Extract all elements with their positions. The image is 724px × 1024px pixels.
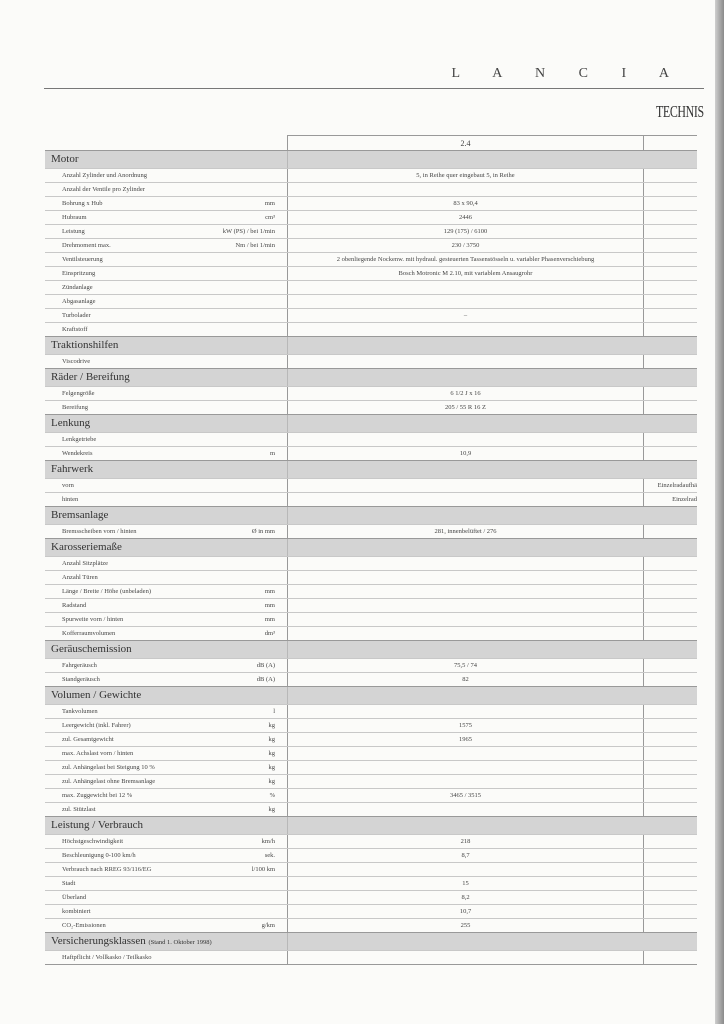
spec-label-cell [45, 571, 287, 584]
spec-row [45, 774, 697, 788]
section-title: Leistung / Verbrauch [51, 819, 144, 831]
spec-row [45, 432, 697, 446]
spec-label: Beschleunigung 0-100 km/h [62, 852, 136, 859]
spec-label-cell [45, 253, 287, 266]
spec-label: hinten [62, 496, 79, 503]
spec-label-cell [45, 877, 287, 890]
spec-row [45, 446, 697, 460]
section-title: Traktionshilfen [51, 339, 119, 351]
spec-row [45, 478, 697, 492]
spec-value: 281, innenbelüftet / 276 [287, 525, 644, 538]
spec-unit: cm³ [265, 214, 275, 221]
spec-value-next [644, 309, 697, 322]
spec-value-next [644, 951, 697, 964]
spec-value: 15 [287, 877, 644, 890]
section-subtitle: (Stand 1. Oktober 1998) [148, 939, 212, 946]
spec-value [287, 951, 644, 964]
spec-value-next [644, 355, 697, 368]
spec-label: Stadt [62, 880, 76, 887]
spec-value: 75,5 / 74 [287, 659, 644, 672]
spec-row [45, 598, 697, 612]
spec-label-cell [45, 891, 287, 904]
section-header [45, 150, 697, 168]
spec-value-next [644, 557, 697, 570]
spec-label: Anzahl Türen [62, 574, 98, 581]
spec-label: Viscodrive [62, 358, 91, 365]
spec-unit: sek. [264, 852, 275, 859]
spec-label-cell [45, 401, 287, 414]
spec-value: – [287, 309, 644, 322]
spec-value-next [644, 281, 697, 294]
spec-row [45, 252, 697, 266]
spec-label-cell [45, 281, 287, 294]
spec-unit: kg [268, 806, 275, 813]
spec-label: Verbrauch nach RREG 93/116/EG [62, 866, 152, 873]
spec-row [45, 746, 697, 760]
spec-unit: kg [268, 736, 275, 743]
spec-label-cell [45, 747, 287, 760]
spec-row [45, 168, 697, 182]
spec-row [45, 718, 697, 732]
spec-value-next [644, 919, 697, 932]
spec-label: Kraftstoff [62, 326, 88, 333]
spec-label: Turbolader [62, 312, 91, 319]
spec-value [287, 183, 644, 196]
spec-value [287, 613, 644, 626]
section-header [45, 932, 697, 950]
spec-label: zul. Stützlast [62, 806, 96, 813]
spec-row [45, 224, 697, 238]
section-header [45, 460, 697, 478]
spec-row [45, 876, 697, 890]
spec-label: Drehmoment max. [62, 242, 111, 249]
spec-unit: mm [264, 588, 275, 595]
spec-row [45, 524, 697, 538]
spec-value-next [644, 599, 697, 612]
spec-row [45, 556, 697, 570]
spec-value: 205 / 55 R 16 Z [287, 401, 644, 414]
spec-unit: dB (A) [256, 676, 275, 683]
spec-value [287, 863, 644, 876]
spec-label-cell [45, 803, 287, 816]
spec-label: zul. Anhängelast bei Steigung 10 % [62, 764, 155, 771]
section-header [45, 368, 697, 386]
spec-value: 230 / 3750 [287, 239, 644, 252]
spec-value: 10,7 [287, 905, 644, 918]
spec-row [45, 760, 697, 774]
spec-value [287, 585, 644, 598]
spec-value-next [644, 447, 697, 460]
spec-label: Zündanlage [62, 284, 93, 291]
spec-row [45, 802, 697, 816]
section-title: Motor [51, 153, 79, 165]
spec-label-cell [45, 585, 287, 598]
spec-label: Bohrung x Hub [62, 200, 103, 207]
spec-value [287, 705, 644, 718]
spec-label: Höchstgeschwindigkeit [62, 838, 124, 845]
spec-label-cell [45, 479, 287, 492]
spec-value-next [644, 197, 697, 210]
spec-label: Anzahl Sitzplätze [62, 560, 109, 567]
spec-value-next [644, 761, 697, 774]
spec-row [45, 704, 697, 718]
spec-label-cell [45, 169, 287, 182]
spec-value: 2 obenliegende Nockenw. mit hydraul. gesteuerten Tassenstösseln u. variabler Phasenverschiebung [287, 253, 644, 266]
spec-value-next [644, 659, 697, 672]
spec-value [287, 747, 644, 760]
spec-unit: kg [268, 750, 275, 757]
spec-value-next [644, 905, 697, 918]
spec-value-next [644, 719, 697, 732]
section-header [45, 414, 697, 432]
spec-label: vorn [62, 482, 74, 489]
spec-value [287, 433, 644, 446]
section-title: Versicherungsklassen [51, 935, 146, 947]
spec-row [45, 848, 697, 862]
spec-value: 8,2 [287, 891, 644, 904]
spec-value-next [644, 323, 697, 336]
section-header [45, 538, 697, 556]
spec-label-cell [45, 905, 287, 918]
spec-value-next [644, 705, 697, 718]
spec-value: 255 [287, 919, 644, 932]
spec-value-next [644, 803, 697, 816]
spec-label: Fahrgeräusch [62, 662, 97, 669]
spec-value: 1575 [287, 719, 644, 732]
spec-row [45, 658, 697, 672]
header-rule [44, 88, 704, 89]
spec-value [287, 323, 644, 336]
spec-label: Bremsscheiben vorn / hinten [62, 528, 137, 535]
spec-value [287, 281, 644, 294]
section-title: Räder / Bereifung [51, 371, 130, 383]
spec-label-cell [45, 849, 287, 862]
spec-value-next [644, 627, 697, 640]
spec-value: 10,9 [287, 447, 644, 460]
column-header-next [644, 135, 697, 150]
spec-unit: % [269, 792, 275, 799]
spec-row [45, 672, 697, 686]
section-title: Fahrwerk [51, 463, 94, 475]
spec-label-cell [45, 613, 287, 626]
spec-value: 5, in Reihe quer eingebaut 5, in Reihe [287, 169, 644, 182]
spec-label: Länge / Breite / Höhe (unbeladen) [62, 588, 151, 595]
spec-row [45, 904, 697, 918]
spec-label: Ventilsteuerung [62, 256, 103, 263]
spec-label-cell [45, 309, 287, 322]
spec-label-cell [45, 267, 287, 280]
spec-value [287, 557, 644, 570]
spec-unit: mm [264, 602, 275, 609]
spec-label-cell [45, 183, 287, 196]
spec-unit: mm [264, 200, 275, 207]
section-title: Geräuschemission [51, 643, 132, 655]
spec-value [287, 479, 644, 492]
spec-label-cell [45, 627, 287, 640]
spec-label: Anzahl der Ventile pro Zylinder [62, 186, 145, 193]
spec-label: CO₂-Emissionen [62, 922, 106, 929]
spec-unit: Nm / bei 1/min [235, 242, 275, 249]
column-header-row [45, 135, 697, 150]
spec-label: Tankvolumen [62, 708, 98, 715]
spec-label: Spurweite vorn / hinten [62, 616, 124, 623]
spec-label-cell [45, 761, 287, 774]
spec-value-next [644, 169, 697, 182]
spec-value: 218 [287, 835, 644, 848]
spec-unit: g/km [261, 922, 275, 929]
spec-value [287, 355, 644, 368]
spec-unit: l [273, 708, 275, 715]
spec-label-cell [45, 295, 287, 308]
spec-label-cell [45, 447, 287, 460]
spec-value: 82 [287, 673, 644, 686]
spec-value: 3465 / 3515 [287, 789, 644, 802]
spec-label: Felgengröße [62, 390, 95, 397]
spec-label-cell [45, 705, 287, 718]
spec-label-cell [45, 355, 287, 368]
spec-value-next [644, 183, 697, 196]
spec-label: max. Zuggewicht bei 12 % [62, 792, 133, 799]
spec-row [45, 862, 697, 876]
spec-label-cell [45, 493, 287, 506]
spec-value-next [644, 211, 697, 224]
spec-value-next [644, 225, 697, 238]
section-title: Karosseriemaße [51, 541, 122, 553]
spec-value-next: Einzelrad [672, 496, 697, 503]
section-title: Bremsanlage [51, 509, 109, 521]
spec-label: Radstand [62, 602, 87, 609]
spec-label-cell [45, 789, 287, 802]
spec-row [45, 238, 697, 252]
spec-value [287, 775, 644, 788]
spec-row [45, 732, 697, 746]
spec-label: Leistung [62, 228, 85, 235]
spec-label-cell [45, 919, 287, 932]
spec-label: Haftpflicht / Vollkasko / Teilkasko [62, 954, 152, 961]
spec-label: Einspritzung [62, 270, 96, 277]
spec-value [287, 493, 644, 506]
spec-label: max. Achslast vorn / hinten [62, 750, 134, 757]
spec-label-cell [45, 225, 287, 238]
spec-row [45, 294, 697, 308]
spec-label: Hubraum [62, 214, 87, 221]
spec-row [45, 950, 697, 964]
spec-value-next [644, 747, 697, 760]
spec-value: 6 1/2 J x 16 [287, 387, 644, 400]
spec-row [45, 280, 697, 294]
spec-unit: kg [268, 722, 275, 729]
spec-label-cell [45, 659, 287, 672]
spec-value-next [644, 613, 697, 626]
spec-unit: Ø in mm [251, 528, 275, 535]
spec-label-cell [45, 775, 287, 788]
spec-value-next [644, 863, 697, 876]
spec-label: zul. Gesamtgewicht [62, 736, 114, 743]
spec-value-next [644, 849, 697, 862]
spec-row [45, 788, 697, 802]
spec-unit: dB (A) [256, 662, 275, 669]
spec-label-cell [45, 387, 287, 400]
spec-label: Lenkgetriebe [62, 436, 97, 443]
spec-label: zul. Anhängelast ohne Bremsanlage [62, 778, 156, 785]
spec-label-cell [45, 525, 287, 538]
spec-value [287, 627, 644, 640]
spec-row [45, 400, 697, 414]
spec-label-cell [45, 835, 287, 848]
spec-value: 2446 [287, 211, 644, 224]
section-header [45, 506, 697, 524]
spec-value-next [644, 433, 697, 446]
spec-value-next: Einzelradaufhä [657, 482, 697, 489]
spec-label-cell [45, 863, 287, 876]
spec-value: 83 x 90,4 [287, 197, 644, 210]
column-header-2-4: 2.4 [287, 135, 644, 150]
spec-unit: dm³ [264, 630, 275, 637]
section-header [45, 686, 697, 704]
spec-row [45, 626, 697, 640]
spec-value-next [644, 239, 697, 252]
spec-value-next [644, 891, 697, 904]
spec-value [287, 295, 644, 308]
spec-row [45, 584, 697, 598]
section-title: Lenkung [51, 417, 91, 429]
spec-value: 8,7 [287, 849, 644, 862]
section-title: Volumen / Gewichte [51, 689, 142, 701]
spec-row [45, 834, 697, 848]
spec-label-cell [45, 557, 287, 570]
spec-value [287, 761, 644, 774]
spec-label-cell [45, 599, 287, 612]
spec-row [45, 322, 697, 336]
spec-value-next [644, 571, 697, 584]
spec-value-next [644, 673, 697, 686]
brand-logo: L A N C I A [451, 66, 684, 81]
spec-label: Bereifung [62, 404, 88, 411]
spec-unit: kW (PS) / bei 1/min [222, 228, 275, 235]
spec-row [45, 612, 697, 626]
spec-unit: m [269, 450, 275, 457]
spec-label-cell [45, 239, 287, 252]
spec-label-cell [45, 951, 287, 964]
spec-value-next [644, 733, 697, 746]
spec-row [45, 570, 697, 584]
spec-label-cell [45, 211, 287, 224]
page-edge-shadow [715, 0, 724, 1024]
column-header-spacer [45, 135, 287, 150]
spec-label: Überland [62, 894, 87, 901]
spec-row [45, 890, 697, 904]
spec-row [45, 210, 697, 224]
spec-value-next [644, 525, 697, 538]
spec-row [45, 354, 697, 368]
spec-value [287, 571, 644, 584]
spec-label-cell [45, 733, 287, 746]
spec-value-next [644, 253, 697, 266]
spec-value-next [644, 387, 697, 400]
spec-value: 129 (175) / 6100 [287, 225, 644, 238]
section-header [45, 816, 697, 834]
spec-value-next [644, 877, 697, 890]
spec-value-next [644, 267, 697, 280]
spec-row [45, 196, 697, 210]
spec-row [45, 918, 697, 932]
section-header [45, 336, 697, 354]
spec-label-cell [45, 719, 287, 732]
spec-unit: kg [268, 778, 275, 785]
spec-unit: km/h [261, 838, 275, 845]
spec-value-next [644, 775, 697, 788]
spec-value-next [644, 295, 697, 308]
spec-label-cell [45, 673, 287, 686]
spec-row [45, 266, 697, 280]
spec-row [45, 386, 697, 400]
spec-unit: l/100 km [251, 866, 275, 873]
spec-label: kombiniert [62, 908, 91, 915]
spec-label-cell [45, 433, 287, 446]
spec-unit: kg [268, 764, 275, 771]
spec-label: Abgasanlage [62, 298, 96, 305]
spec-label-cell [45, 323, 287, 336]
spec-value-next [644, 401, 697, 414]
spec-value-next [644, 585, 697, 598]
spec-value: 1965 [287, 733, 644, 746]
spec-value-next [644, 835, 697, 848]
spec-label-cell [45, 197, 287, 210]
spec-row [45, 308, 697, 322]
spec-value [287, 599, 644, 612]
spec-unit: mm [264, 616, 275, 623]
page-title: TECHNIS [656, 102, 704, 121]
spec-label: Standgeräusch [62, 676, 100, 683]
spec-label: Anzahl Zylinder und Anordnung [62, 172, 148, 179]
spec-label: Kofferraumvolumen [62, 630, 116, 637]
spec-row [45, 182, 697, 196]
spec-value [287, 803, 644, 816]
spec-row [45, 492, 697, 506]
spec-label: Wendekreis [62, 450, 93, 457]
spec-label: Leergewicht (inkl. Fahrer) [62, 722, 131, 729]
section-header [45, 640, 697, 658]
spec-value: Bosch Motronic M 2.10, mit variablem Ansaugrohr [287, 267, 644, 280]
spec-value-next [644, 789, 697, 802]
spec-table [45, 135, 697, 965]
